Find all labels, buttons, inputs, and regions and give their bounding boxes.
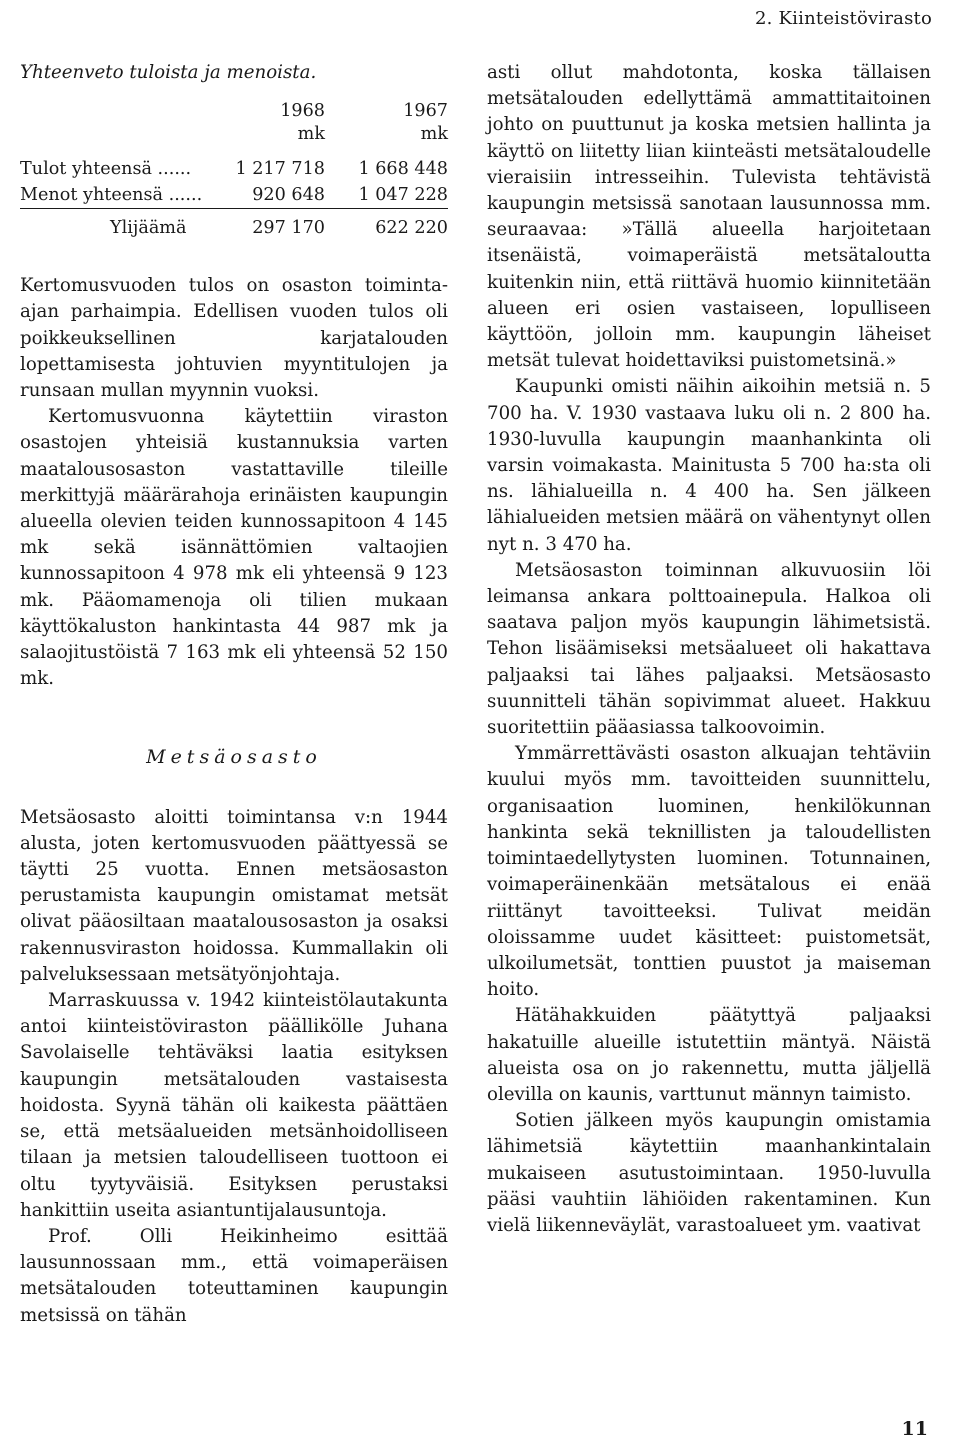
income-expense-table	[20, 98, 448, 241]
page-number: 11	[901, 1418, 928, 1440]
paragraph: Ymmärrettävästi osaston alkuajan tehtäviin kuului myös mm. tavoitteiden suunnittelu, organisaation luominen, henkilökunnan hankinta sekä teknillisten ja taloudellisten toimintaedellytysten luominen. Totunnainen, voimaperäinenkään metsätalous ei enää riittänyt tavoitteeksi. Tulivat meidän oloissamme uudet käsitteet: puistometsät, ulkoilumetsät, tonttien puustot ja maiseman hoito.	[487, 743, 931, 1001]
paragraph: Metsäosasto aloitti toimintansa v:n 1944 alusta, joten kertomusvuoden päättyessä se täytti 25 vuotta. Ennen metsäosaston perustamista kaupungin omistamat metsät olivat pääosiltaan maatalousosaston ja osaksi rakennusviraston hoidossa. Kummallakin oli palveluksessaan metsätyönjohtaja.	[20, 806, 448, 985]
row-value-1967: 1 047 228	[358, 185, 448, 206]
table-row	[20, 182, 448, 209]
unit-1967: mk	[420, 124, 448, 145]
paragraph: Kertomusvuoden tulos on osaston toiminta-ajan parhaimpia. Edellisen vuoden tulos oli poikkeuksellinen karjatalouden lopettamisesta johtuvien myyntitulojen ja runsaan mullan myynnin vuoksi.	[20, 275, 448, 402]
row-value-1968: 920 648	[252, 185, 325, 206]
total-value-1968: 297 170	[210, 209, 325, 242]
row-label: Tulot yhteensä ......	[20, 159, 192, 180]
paragraph: Hätähakkuiden päätyttyä paljaaksi hakatuille alueille istutettiin mäntyä. Näistä alueista osa on jo rakennettu, mutta jäljellä olevilla on kaunis, varttunut männyn taimisto.	[487, 1005, 931, 1105]
row-value-1968: 1 217 718	[235, 159, 325, 180]
unit-1968: mk	[297, 124, 325, 145]
total-value-1967: 622 220	[325, 209, 448, 242]
paragraph: Kertomusvuonna käytettiin viraston osastojen yhteisiä kustannuksia varten maatalousosaston vastattaville tileille merkittyjä määrärahoja erinäisten kaupungin alueella olevien teiden kunnossapitoon 4 145 mk sekä isännättömien valtaojien kunnossapitoon 4 978 mk eli yhteensä 9 123 mk. Pääomamenoja oli tilien mukaan käyttökaluston hankintasta 44 987 mk ja salaojitustöistä 7 163 mk eli yhteensä 52 150 mk.	[20, 406, 448, 690]
right-column	[487, 60, 931, 1239]
year-1967: 1967	[403, 101, 448, 122]
left-column	[20, 60, 448, 1329]
paragraph: asti ollut mahdotonta, koska tällaisen metsätalouden edellyttämä ammattitaitoinen johto on puuttunut ja koska metsien hallinta ja käyttö on liitetty liian kiinteästi metsätaloudelle vieraisiin intresseihin. Tulevista tehtävistä kaupungin metsissä sanotaan lausunnossa mm. seuraavaa: »Tällä alueella harjoitetaan itsenäistä, voimaperäistä metsätaloutta kuitenkin niin, että riittävä huomio kiinnitetään alueen eri osien vastaiseen, lopulliseen käyttöön, jolloin mm. kaupungin läheiset metsät tulevat hoidettaviksi puistometsinä.»	[487, 62, 931, 372]
table-row	[20, 156, 448, 182]
year-1968: 1968	[280, 101, 325, 122]
table-header-years	[20, 98, 448, 124]
running-head: 2. Kiinteistövirasto	[755, 8, 932, 29]
table-total-row	[20, 209, 448, 242]
total-label: Ylijäämä	[20, 209, 210, 242]
table-header-units	[20, 124, 448, 144]
paragraph: Marraskuussa v. 1942 kiinteistölautakunta antoi kiinteistöviraston päällikölle Juhana Savolaiselle tehtäväksi laatia esityksen kaupungin metsätalouden vastaisesta hoidosta. Syynä tähän oli kaikesta päättäen se, että metsäalueiden metsänhoidolliseen tilaan ja metsien taloudelliseen tuottoon ei oltu tyytyväisiä. Esityksen perustaksi hankittiin useita asiantuntijalausuntoja.	[20, 990, 448, 1221]
paragraph: Metsäosaston toiminnan alkuvuosiin löi leimansa ankara polttoainepula. Halkoa oli saatava paljon myös kaupungin lähimetsistä. Tehon lisäämiseksi metsäalueet oli hakattava paljaaksi tai lähes paljaaksi. Metsäosasto suunnitteli tähän sopivimmat alueet. Hakkuu suoritettiin pääasiassa talkoovoimin.	[487, 559, 931, 739]
paragraph: Kaupunki omisti näihin aikoihin metsiä n. 5 700 ha. V. 1930 vastaava luku oli n. 2 800 ha. 1930-luvulla kaupungin maanhankinta oli varsin voimakasta. Mainitusta 5 700 ha:sta oli ns. lähialueilla n. 4 400 ha. Sen jälkeen lähialueiden metsien määrä on vähentynyt ollen nyt n. 3 470 ha.	[487, 376, 931, 555]
section-title: Metsäosasto	[146, 746, 322, 769]
row-label: Menot yhteensä ......	[20, 185, 203, 206]
summary-title: Yhteenveto tuloista ja menoista.	[20, 62, 317, 83]
paragraph: Prof. Olli Heikinheimo esittää lausunnossaan mm., että voimaperäisen metsätalouden toteuttaminen kaupungin metsissä on tähän	[20, 1225, 448, 1326]
row-value-1967: 1 668 448	[358, 159, 448, 180]
paragraph: Sotien jälkeen myös kaupungin omistamia lähimetsiä käytettiin maanhankintalain mukaiseen asutustoimintaan. 1950-luvulla pääsi vauhtiin lähiöiden rakentaminen. Kun vielä liikenneväylät, varastoalueet ym. vaativat	[487, 1110, 931, 1236]
